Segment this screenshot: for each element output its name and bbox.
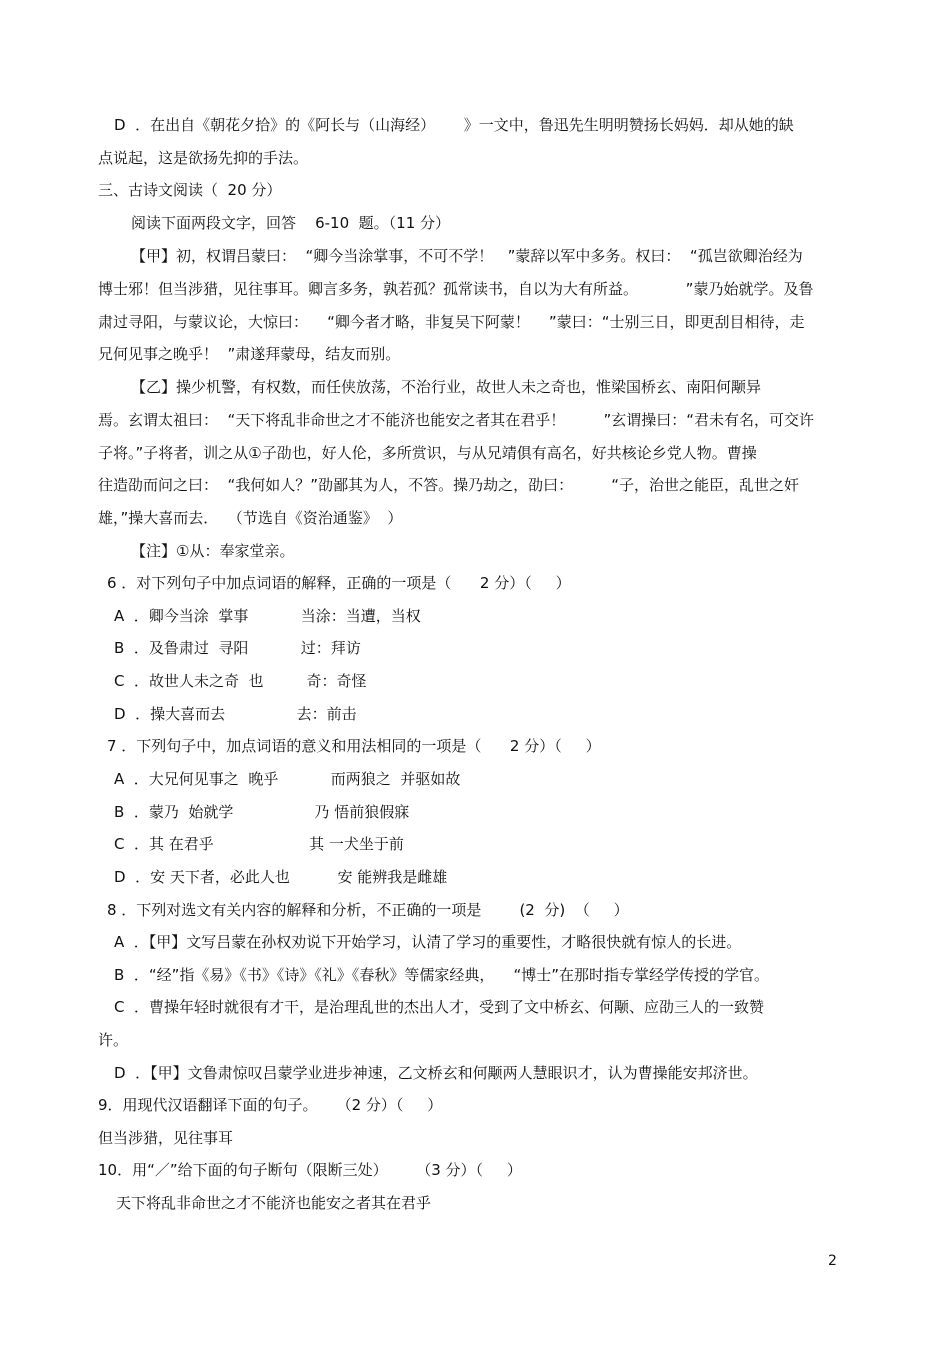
- question-8-option-a: A ．【甲】文写吕蒙在孙权劝说下开始学习，认清了学习的重要性，才略很快就有惊人的长进。: [114, 933, 742, 951]
- passage-a-line-4: 兄何见事之晚乎！ ”肃遂拜蒙母，结友而别。: [98, 345, 401, 363]
- question-7: 7 ．下列句子中，加点词语的意义和用法相同的一项是（ 2 分）（ ）: [107, 737, 601, 755]
- question-8-option-b: B ．“经”指《易》《书》《诗》《礼》《春秋》等儒家经典， “博士”在那时指专掌经学传授的学官。: [114, 966, 769, 984]
- passage-a-line-2: 博士邪！但当涉猎，见往事耳。卿言多务，孰若孤？孤常读书，自以为大有所益。 ”蒙乃始就学。及鲁: [98, 280, 814, 298]
- option-d-line-1: D ．在出自《朝花夕拾》的《阿长与（山海经） 》一文中，鲁迅先生明明赞扬长妈妈．却从她的缺: [114, 116, 794, 134]
- question-8-option-d: D ．【甲】文鲁肃惊叹吕蒙学业进步神速，乙文桥玄和何颙两人慧眼识才，认为曹操能安邦济世。: [114, 1064, 758, 1082]
- page-number: 2: [828, 1253, 837, 1269]
- passage-b-line-3: 子将。”子将者，训之从①子劭也，好人伦，多所赏识，与从兄靖俱有高名，好共核论乡党人物。曹操: [98, 444, 757, 462]
- question-7-option-d: D ．安 天下者，必此人也 安 能辨我是雌雄: [114, 868, 448, 886]
- passage-a-line-3: 肃过寻阳，与蒙议论，大惊曰： “卿今者才略，非复吴下阿蒙！ ”蒙曰：“士别三日，即更刮目相待，走: [98, 313, 805, 331]
- section-heading: 三、古诗文阅读（ 20 分）: [98, 181, 282, 199]
- question-9: 9．用现代汉语翻译下面的句子。 （2 分）（ ）: [98, 1096, 443, 1114]
- passage-b-line-5: 雄，”操大喜而去． （节选自《资治通鉴》 ）: [98, 509, 403, 527]
- passage-b-line-2: 焉。玄谓太祖曰： “天下将乱非命世之才不能济也能安之者其在君乎！ ”玄谓操曰：“君未有名，可交许: [98, 411, 814, 429]
- question-7-option-a: A ．大兄何见事之 晚乎 而两狼之 并驱如故: [114, 770, 461, 788]
- instruction: 阅读下面两段文字，回答 6-10 题。（11 分）: [131, 214, 451, 232]
- annotation: 【注】①从：奉家堂亲。: [131, 542, 295, 560]
- question-8-option-c-line-2: 许。: [98, 1031, 129, 1049]
- question-6-option-d: D ．操大喜而去 去：前击: [114, 705, 357, 723]
- question-6-option-c: C ．故世人未之奇 也 奇：奇怪: [114, 672, 367, 690]
- question-6-option-a: A ．卿今当涂 掌事 当涂：当遭，当权: [114, 607, 421, 625]
- passage-b-line-4: 往造劭而问之曰： “我何如人？”劭鄙其为人，不答。操乃劫之，劭曰： “子，治世之能臣，乱世之奸: [98, 476, 799, 494]
- question-6: 6 ．对下列句子中加点词语的解释，正确的一项是（ 2 分）（ ）: [107, 574, 571, 592]
- question-8-option-c-line-1: C ．曹操年轻时就很有才干，是治理乱世的杰出人才，受到了文中桥玄、何颙、应劭三人的一致赞: [114, 998, 765, 1016]
- question-10-sentence: 天下将乱非命世之才不能济也能安之者其在君乎: [116, 1194, 432, 1212]
- passage-a-line-1: 【甲】初，权谓吕蒙曰： “卿今当涂掌事，不可不学！ ”蒙辞以军中多务。权曰： “孤岂欲卿治经为: [131, 247, 803, 265]
- question-10: 10．用“／”给下面的句子断句（限断三处） （3 分）（ ）: [98, 1161, 522, 1179]
- question-8: 8 ．下列对选文有关内容的解释和分析，不正确的一项是 (2 分) （ ）: [107, 901, 629, 919]
- question-9-sentence: 但当涉猎，见往事耳: [98, 1129, 234, 1147]
- question-7-option-c: C ．其 在君乎 其 一犬坐于前: [114, 835, 404, 853]
- question-6-option-b: B ．及鲁肃过 寻阳 过：拜访: [114, 639, 361, 657]
- option-d-line-2: 点说起，这是欲扬先抑的手法。: [98, 149, 309, 167]
- passage-b-line-1: 【乙】操少机警，有权数，而任侠放荡，不治行业，故世人未之奇也，惟梁国桥玄、南阳何颙异: [131, 378, 762, 396]
- question-7-option-b: B ．蒙乃 始就学 乃 悟前狼假寐: [114, 803, 410, 821]
